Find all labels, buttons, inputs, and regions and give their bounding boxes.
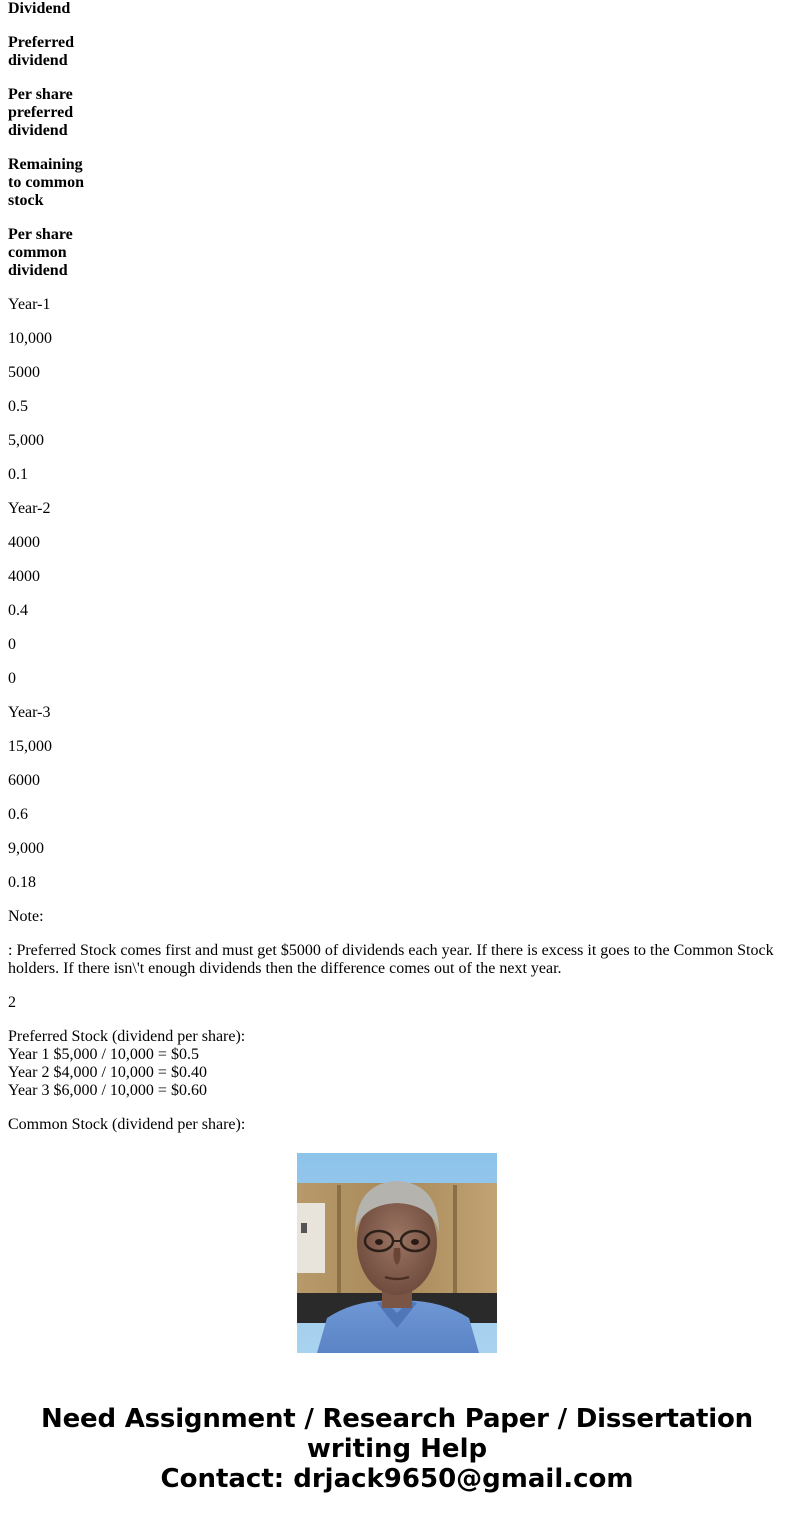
preferred-calc-year-3: Year 3 $6,000 / 10,000 = $0.60 [8, 1082, 207, 1099]
promo-banner [0, 1404, 794, 1494]
header-per-share-preferred: Per share preferred dividend [8, 86, 74, 139]
portrait-image [297, 1153, 497, 1353]
promo-line-1: Need Assignment / Research Paper / Dissertation [41, 1404, 753, 1434]
row-3-per-share-preferred: 0.6 [8, 806, 28, 823]
row-2-year: Year-2 [8, 500, 51, 517]
note-text: : Preferred Stock comes first and must get $5000 of dividends each year. If there is excess it goes to the Common Stock holders. If there isn\'t enough dividends then the difference comes out of the next year. [8, 942, 774, 977]
row-2-dividend: 4000 [8, 534, 40, 551]
note-label: Note: [8, 908, 44, 925]
row-1-remaining-common: 5,000 [8, 432, 44, 449]
row-3-year: Year-3 [8, 704, 51, 721]
row-2-per-share-preferred: 0.4 [8, 602, 28, 619]
author-avatar [297, 1153, 497, 1353]
header-dividend: Dividend [8, 0, 71, 17]
header-per-share-common: Per share common dividend [8, 226, 73, 279]
note-number: 2 [8, 994, 16, 1011]
row-1-dividend: 10,000 [8, 330, 52, 347]
preferred-calc-year-2: Year 2 $4,000 / 10,000 = $0.40 [8, 1064, 207, 1081]
row-3-dividend: 15,000 [8, 738, 52, 755]
promo-contact: Contact: drjack9650@gmail.com [160, 1464, 634, 1494]
row-3-remaining-common: 9,000 [8, 840, 44, 857]
common-calculation [8, 1116, 786, 1134]
header-remaining-common: Remaining to common stock [8, 156, 84, 209]
preferred-calc-year-1: Year 1 $5,000 / 10,000 = $0.5 [8, 1046, 199, 1063]
row-1-year: Year-1 [8, 296, 51, 313]
row-1-per-share-common: 0.1 [8, 466, 28, 483]
common-calc-title: Common Stock (dividend per share): [8, 1116, 246, 1133]
preferred-calculation [8, 1028, 786, 1100]
document-content [8, 0, 786, 1133]
row-2-per-share-common: 0 [8, 670, 16, 687]
row-2-preferred: 4000 [8, 568, 40, 585]
promo-line-2: writing Help [306, 1434, 488, 1464]
row-3-preferred: 6000 [8, 772, 40, 789]
preferred-calc-title: Preferred Stock (dividend per share): [8, 1028, 246, 1045]
row-3-per-share-common: 0.18 [8, 874, 36, 891]
row-1-preferred: 5000 [8, 364, 40, 381]
row-2-remaining-common: 0 [8, 636, 16, 653]
row-1-per-share-preferred: 0.5 [8, 398, 28, 415]
header-preferred-dividend: Preferred dividend [8, 34, 75, 69]
